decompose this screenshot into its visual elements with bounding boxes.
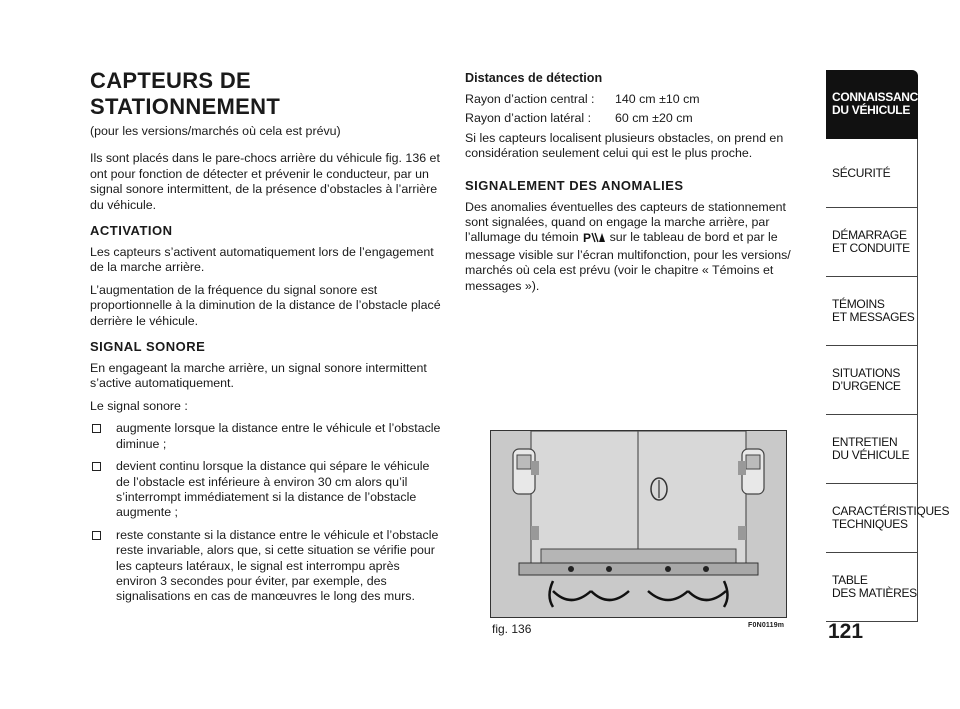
figure-caption: fig. 136	[492, 622, 532, 636]
lateral-range-value: 60 cm ±20 cm	[615, 111, 693, 126]
tab-label: CONNAISSANCE DU VÉHICULE	[832, 90, 926, 117]
lateral-range-label: Rayon d’action latéral :	[465, 111, 592, 126]
subtitle: (pour les versions/marchés où cela est prévu)	[90, 124, 341, 138]
activation-paragraph-2: L’augmentation de la fréquence du signal sonore est proportionnelle à la diminution de la distance de l’obstacle placé derrière le véhicule.	[90, 282, 441, 328]
figure-code: F0N0119m	[748, 622, 785, 629]
tab-situations-d-urgence[interactable]	[826, 346, 918, 415]
bullet-text: augmente lorsque la distance entre le véhicule et l’obstacle diminue ;	[116, 421, 441, 451]
tab-demarrage-et-conduite[interactable]	[826, 208, 918, 277]
list-item	[90, 421, 442, 452]
rear-van-parking-sensors-figure	[490, 430, 787, 618]
central-range-row	[465, 92, 795, 107]
checkbox-bullet-icon	[92, 424, 101, 433]
tab-label: TABLE DES MATIÈRES	[832, 573, 917, 600]
checkbox-bullet-icon	[92, 462, 101, 471]
tab-caracteristiques-techniques[interactable]	[826, 484, 950, 553]
lateral-range-row	[465, 111, 795, 126]
tab-temoins-et-messages[interactable]	[826, 277, 918, 346]
signal-heading: SIGNAL SONORE	[90, 339, 206, 355]
anomalies-text-before: Des anomalies éventuelles des capteurs de stationnement sont signalées, quand on engage la marche arrière, par l’allumage du témoin	[465, 199, 786, 245]
list-item	[90, 459, 442, 521]
left-column	[90, 68, 442, 612]
tab-label: DÉMARRAGE ET CONDUITE	[832, 228, 910, 255]
tab-label: SITUATIONS D’URGENCE	[832, 366, 901, 393]
parking-sensor-warning-icon	[583, 231, 605, 247]
anomalies-paragraph	[465, 200, 795, 294]
page-number: 121	[828, 620, 864, 643]
bullet-text: reste constante si la distance entre le véhicule et l’obstacle reste invariable, alors que, si cette situation se vérifie pour les capteurs latéraux, le signal est interrompu après environ 3 secondes pour éviter, par exemple, des signalisations en cas de manœuvres le long des murs.	[116, 527, 439, 604]
svg-text:P: P	[583, 231, 592, 244]
signal-paragraph-2: Le signal sonore :	[90, 398, 188, 413]
bullet-text: devient continu lorsque la distance qui sépare le véhicule de l’obstacle est inférieure à environ 30 cm alors qu’il s’interrompt immédiatement si la distance de l’obstacle augmente ;	[116, 459, 430, 520]
anomalies-text-after: sur le tableau de bord et par le message visible sur l’écran multifonction, pour les versions/ marchés où cela est prévu (voir le chapitre « Témoins et messages »).	[465, 230, 791, 293]
activation-heading: ACTIVATION	[90, 223, 173, 239]
intro-paragraph: Ils sont placés dans le pare-chocs arrière du véhicule fig. 136 et ont pour fonction de détecter et prévenir le conducteur, par un signal sonore intermittent, de la présence d’obstacles à l’arrière du véhicule.	[90, 151, 440, 212]
central-range-label: Rayon d’action central :	[465, 92, 595, 106]
tab-entretien-du-vehicule[interactable]	[826, 415, 918, 484]
tab-securite[interactable]	[826, 139, 918, 208]
tab-label: ENTRETIEN DU VÉHICULE	[832, 435, 910, 462]
tab-table-des-matieres[interactable]	[826, 553, 918, 622]
right-column	[465, 70, 795, 301]
tab-label: TÉMOINS ET MESSAGES	[832, 297, 915, 324]
activation-paragraph-1: Les capteurs s’activent automatiquement lors de l’engagement de la marche arrière.	[90, 245, 434, 275]
checkbox-bullet-icon	[92, 531, 101, 540]
central-range-value: 140 cm ±10 cm	[615, 92, 700, 106]
distances-heading: Distances de détection	[465, 71, 603, 85]
anomalies-heading: SIGNALEMENT DES ANOMALIES	[465, 177, 684, 193]
tab-label: CARACTÉRISTIQUES TECHNIQUES	[832, 504, 950, 531]
page-title: CAPTEURS DE STATIONNEMENT	[90, 68, 281, 119]
list-item	[90, 528, 442, 605]
multi-obstacle-paragraph: Si les capteurs localisent plusieurs obstacles, on prend en considération seulement celui qui est le plus proche.	[465, 130, 784, 161]
signal-paragraph-1: En engageant la marche arrière, un signal sonore intermittent s’active automatiquement.	[90, 361, 427, 391]
tab-label: SÉCURITÉ	[832, 165, 891, 180]
chapter-tabs	[826, 70, 950, 622]
tab-connaissance-du-vehicule[interactable]	[826, 70, 926, 139]
